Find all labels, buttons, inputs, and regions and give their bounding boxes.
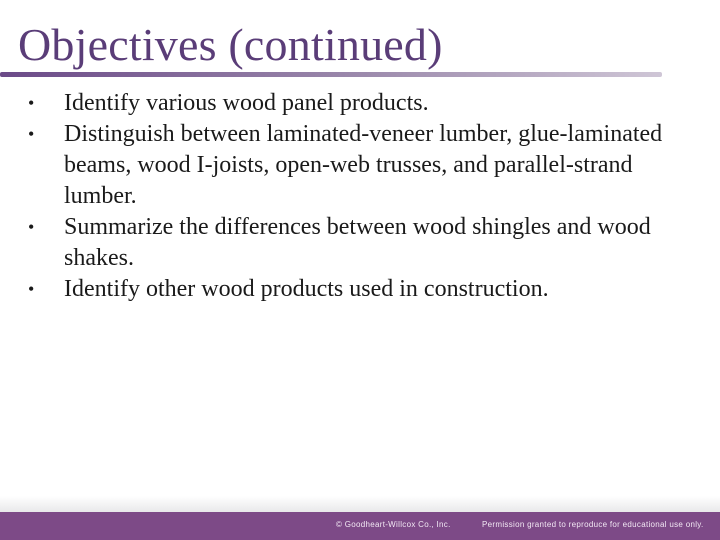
objectives-list	[28, 88, 708, 305]
footer-bar	[0, 512, 720, 540]
bullet-icon: •	[28, 217, 35, 237]
bullet-text: Identify other wood products used in construction.	[64, 276, 549, 302]
list-item	[28, 119, 708, 212]
bullet-text: Summarize the differences between wood shingles and wood shakes.	[64, 214, 651, 271]
list-item	[28, 274, 708, 305]
footer-permission: Permission granted to reproduce for educational use only.	[482, 520, 704, 529]
bullet-icon: •	[28, 279, 35, 299]
bullet-text: Identify various wood panel products.	[64, 90, 429, 116]
footer-shadow	[0, 496, 720, 512]
bullet-icon: •	[28, 93, 35, 113]
list-item	[28, 212, 708, 274]
title-underline	[0, 72, 662, 77]
bullet-text: Distinguish between laminated-veneer lumber, glue-laminated beams, wood I-joists, open-web trusses, and parallel-strand lumber.	[64, 121, 663, 209]
bullet-icon: •	[28, 124, 35, 144]
footer-copyright: © Goodheart-Willcox Co., Inc.	[336, 520, 451, 529]
list-item	[28, 88, 708, 119]
slide-title: Objectives (continued)	[18, 19, 443, 70]
